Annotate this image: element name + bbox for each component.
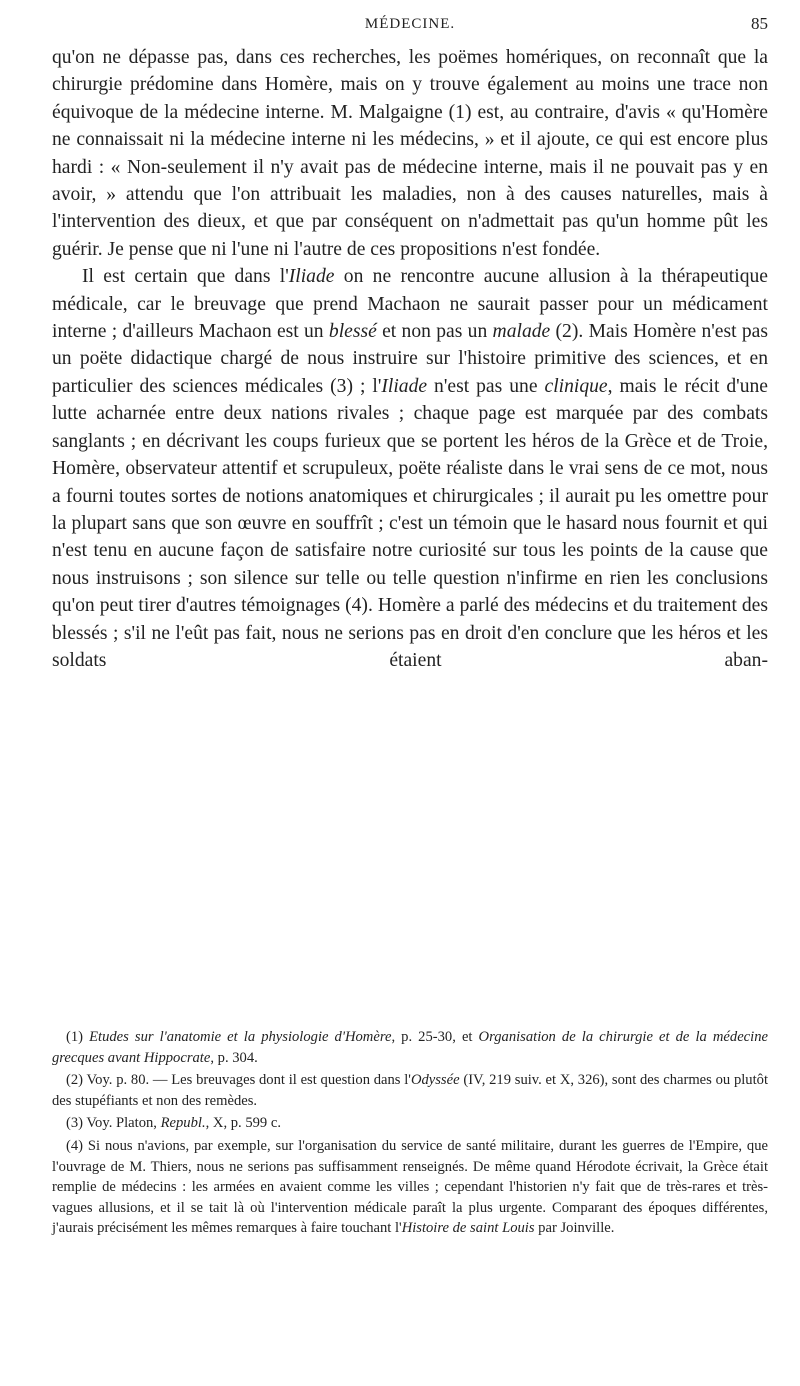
footnote-1-title: Etudes sur l'anatomie et la physiologie d'Homère [89, 1029, 392, 1045]
italic-malade: malade [492, 321, 551, 343]
footnote-4 [52, 1136, 768, 1239]
footnote-2-text: (2) Voy. p. 80. — Les breuvages dont il est question dans l' [66, 1072, 411, 1089]
paragraph-1 [52, 44, 768, 263]
paragraph-2-text: Il est certain que dans l' [82, 266, 289, 288]
italic-iliade: Iliade [381, 375, 428, 397]
footnote-1-title: Organisation de la chirurgie et de la médecine grecques avant Hippocrate [52, 1029, 768, 1066]
footnote-1-text: (1) [66, 1029, 90, 1045]
footnote-1 [52, 1027, 768, 1068]
body-text [52, 44, 768, 674]
italic-iliade: Iliade [288, 266, 335, 288]
footnote-3-text: (3) Voy. Platon, [66, 1115, 161, 1132]
italic-blesse: blessé [328, 321, 377, 343]
footnote-3 [52, 1113, 768, 1134]
footnote-4-text: (4) Si nous n'avions, par exemple, sur l'organisation du service de santé militaire, durant les guerres de l'Empire, que l'ouvrage de M. Thiers, nous ne serions pas suffisamment renseignés. De même quand Hérodote écrivait, la Grèce était remplie de médecins : les armées en avaient comme les villes ; cependant l'historien n'y fait que de très-rares et très-vagues allusions, et il se tait là où l'intervention médicale paraît la plus urgente. Comparant des époques différentes, j'aurais précisément les mêmes remarques à faire touchant l' [52, 1137, 768, 1237]
italic-clinique: clinique [544, 375, 608, 397]
footnote-1-text: , p. 25-30, et [391, 1029, 479, 1045]
footnote-3-text: , X, p. 599 c. [205, 1115, 282, 1132]
paragraph-2-text: (2). Mais Homère n'est pas un poëte didactique chargé de nous instruire sur l'histoire primitive des sciences, et en particulier des sciences médicales (3) ; l' [52, 321, 768, 397]
paragraph-2 [52, 263, 768, 674]
footnote-4-text: par Joinville. [534, 1220, 615, 1237]
running-title: MÉDECINE. [364, 16, 456, 32]
footnote-4-title: Histoire de saint Louis [401, 1220, 535, 1237]
page-number: 85 [751, 14, 768, 33]
paragraph-1-text: qu'on ne dépasse pas, dans ces recherches, les poëmes homériques, on reconnaît que la chirurgie prédomine dans Homère, mais on y trouve également au moins une trace non équivoque de la médecine interne. M. Malgaigne (1) est, au contraire, d'avis « qu'Homère ne connaissait ni la médecine interne ni les médecins, » et il ajoute, ce qui est encore plus hardi : « Non-seulement il n'y avait pas de médecine interne, mais il ne pouvait pas y en avoir, » attendu que l'on attribuait les maladies, non à des causes naturelles, mais à l'intervention des dieux, et que par conséquent on n'admettait pas qu'un homme pût les guérir. Je pense que ni l'une ni l'autre de ces propositions n'est fondée. [52, 47, 768, 260]
footnote-2-title: Odyssée [410, 1072, 460, 1089]
footnote-3-title: Republ. [160, 1115, 206, 1132]
paragraph-2-text: n'est pas une [427, 375, 545, 397]
paragraph-2-text: on ne rencontre aucune allusion à la thérapeutique médicale, car le breuvage que prend Machaon ne saurait passer pour un médicament interne ; d'ailleurs Machaon est un [52, 266, 768, 343]
footnote-2 [52, 1070, 768, 1111]
paragraph-2-text: et non pas un [376, 321, 493, 343]
footnotes [52, 1027, 768, 1239]
running-head [52, 14, 768, 36]
paragraph-2-text: , mais le récit d'une lutte acharnée entre deux nations rivales ; chaque page est marquée par des combats sanglants ; en décrivant les coups furieux que se portent les héros de la Grèce et de Troie, Homère, observateur attentif et scrupuleux, poëte réaliste dans le vrai sens de ce mot, nous a fourni toutes sortes de notions anatomiques et chirurgicales ; il aurait pu les omettre pour la plupart sans que son œuvre en souffrît ; c'est un témoin que le hasard nous fournit et qui n'est tenu en aucune façon de satisfaire notre curiosité sur tous les points de la cause que nous instruisons ; son silence sur telle ou telle question n'infirme en rien les conclusions qu'on peut tirer d'autres témoignages (4). Homère a parlé des médecins et du traitement des blessés ; s'il ne l'eût pas fait, nous ne serions pas en droit d'en conclure que les héros et les soldats étaient aban- [52, 375, 768, 671]
footnote-1-text: , p. 304. [210, 1049, 258, 1066]
footnote-2-text: (IV, 219 suiv. et X, 326), sont des charmes ou plutôt des stupéfiants et non des remèdes. [52, 1072, 768, 1109]
